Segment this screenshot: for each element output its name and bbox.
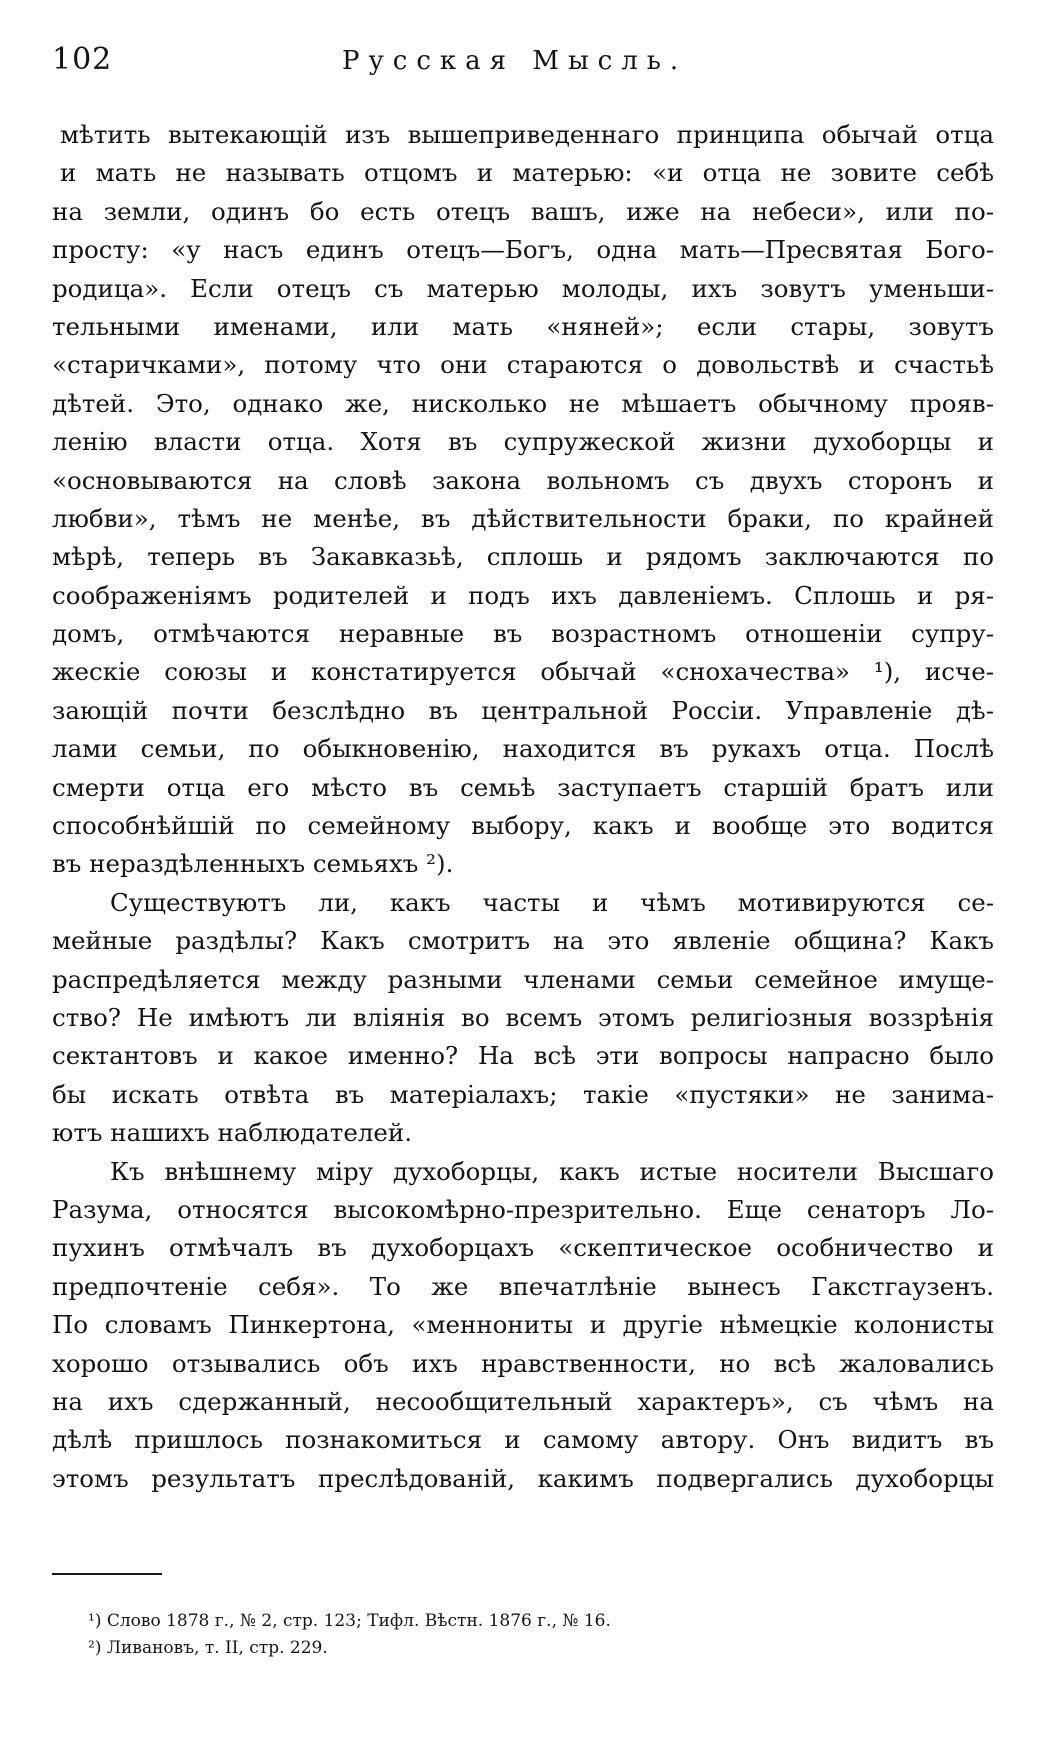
paragraph-first-line: Къ внѣшнему міру духоборцы, какъ истые носители Высшаго bbox=[110, 1156, 994, 1186]
text-line: «старичками», потому что они стараются о довольствѣ и счастьѣ bbox=[52, 350, 994, 380]
text-line: лами семьи, по обыкновенію, находится въ рукахъ отца. Послѣ bbox=[52, 734, 994, 764]
text-line: способнѣйшій по семейному выбору, какъ и вообще это водится bbox=[52, 811, 994, 841]
footnote-divider bbox=[52, 1573, 162, 1575]
text-line: дѣтей. Это, однако же, нисколько не мѣшаетъ обычному прояв- bbox=[52, 388, 994, 418]
footnote-1: ¹) Слово 1878 г., № 2, стр. 123; Тифл. Вѣстн. 1876 г., № 16. bbox=[88, 1611, 611, 1631]
text-line: сектантовъ и какое именно? На всѣ эти вопросы напрасно было bbox=[52, 1041, 994, 1071]
text-line: мейные раздѣлы? Какъ смотритъ на это явленіе община? Какъ bbox=[52, 926, 994, 956]
text-line: тельными именами, или мать «няней»; если стары, зовутъ bbox=[52, 311, 994, 341]
text-line: зающій почти безслѣдно въ центральной Россіи. Управленіе дѣ- bbox=[52, 695, 994, 725]
text-line: на земли, одинъ бо есть отецъ вашъ, иже на небеси», или по- bbox=[52, 196, 994, 226]
text-line: въ нераздѣленныхъ семьяхъ ²). bbox=[52, 849, 454, 879]
text-line: распредѣляется между разными членами семьи семейное имуще- bbox=[52, 964, 994, 994]
page-number: 102 bbox=[52, 42, 113, 77]
text-line: дѣлѣ пришлось познакомиться и самому автору. Онъ видитъ въ bbox=[52, 1425, 994, 1455]
text-line: хорошо отзывались объ ихъ нравственности, но всѣ жаловались bbox=[52, 1348, 994, 1378]
text-line: этомъ результатъ преслѣдованій, какимъ подвергались духоборцы bbox=[52, 1463, 994, 1493]
page-header bbox=[52, 42, 972, 92]
text-line: Разума, относятся высокомѣрно-презрительно. Еще сенаторъ Ло- bbox=[52, 1194, 994, 1224]
text-line: любви», тѣмъ не менѣе, въ дѣйствительности браки, по крайней bbox=[52, 503, 994, 533]
text-line: «основываются на словѣ закона вольномъ съ двухъ сторонъ и bbox=[52, 465, 994, 495]
running-title: Русская Мысль. bbox=[342, 46, 688, 76]
text-line: мѣрѣ, теперь въ Закавказьѣ, сплошь и рядомъ заключаются по bbox=[52, 542, 994, 572]
text-line: мѣтить вытекающій изъ вышеприведеннаго принципа обычай отца bbox=[60, 120, 994, 149]
body-text bbox=[52, 116, 994, 1498]
text-line: на ихъ сдержанный, несообщительный характеръ», съ чѣмъ на bbox=[52, 1386, 994, 1416]
text-line: и мать не называть отцомъ и матерью: «и отца не зовите себѣ bbox=[60, 158, 994, 188]
text-line: ютъ нашихъ наблюдателей. bbox=[52, 1118, 412, 1148]
paragraph-first-line: Существуютъ ли, какъ часты и чѣмъ мотивируются се- bbox=[110, 887, 994, 917]
text-line: По словамъ Пинкертона, «меннониты и другіе нѣмецкіе колонисты bbox=[52, 1310, 994, 1340]
text-line: предпочтеніе себя». То же впечатлѣніе вынесъ Гакстгаузенъ. bbox=[52, 1271, 994, 1301]
text-line: домъ, отмѣчаются неравные въ возрастномъ отношеніи супру- bbox=[52, 619, 994, 649]
text-line: смерти отца его мѣсто въ семьѣ заступаетъ старшій братъ или bbox=[52, 772, 994, 802]
text-line: ленію власти отца. Хотя въ супружеской жизни духоборцы и bbox=[52, 427, 994, 457]
text-line: родица». Если отецъ съ матерью молоды, ихъ зовутъ уменьши- bbox=[52, 273, 994, 303]
text-line: пухинъ отмѣчалъ въ духоборцахъ «скептическое особничество и bbox=[52, 1233, 994, 1263]
footnotes bbox=[88, 1608, 808, 1662]
text-line: соображеніямъ родителей и подъ ихъ давленіемъ. Сплошь и ря- bbox=[52, 580, 994, 610]
text-line: жескіе союзы и констатируется обычай «снохачества» ¹), исче- bbox=[52, 657, 994, 687]
footnote-2: ²) Ливановъ, т. II, стр. 229. bbox=[88, 1638, 328, 1658]
text-line: ство? Не имѣютъ ли вліянія во всемъ этомъ религіозныя воззрѣнія bbox=[52, 1002, 994, 1032]
text-line: бы искать отвѣта въ матеріалахъ; такіе «пустяки» не занима- bbox=[52, 1079, 994, 1109]
text-line: просту: «у насъ единъ отецъ—Богъ, одна мать—Пресвятая Бого- bbox=[52, 235, 994, 265]
